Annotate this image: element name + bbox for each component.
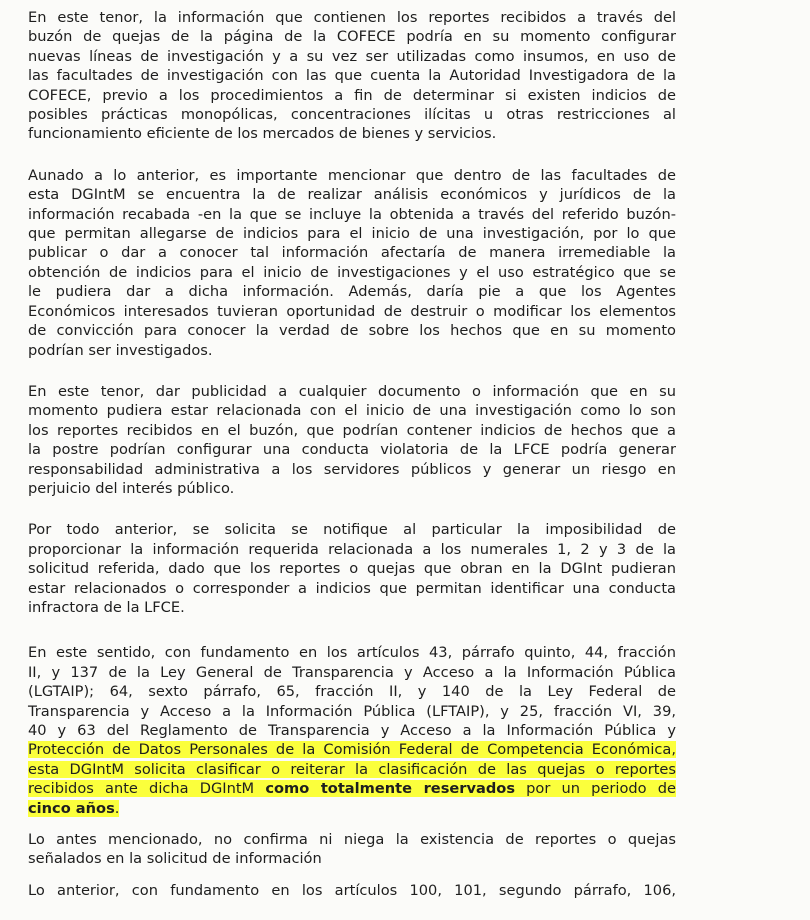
text-line: (LGTAIP); 64, sexto párrafo, 65, fracción II, y 140 de la Ley Federal de bbox=[28, 683, 676, 701]
highlighted-line bbox=[28, 760, 676, 779]
highlight-text bbox=[28, 780, 676, 797]
text-line: nuevas líneas de investigación y a su vez ser utilizadas como insumos, en uso de bbox=[28, 47, 676, 65]
paragraph-4 bbox=[28, 520, 676, 617]
text-line: perjuicio del interés público. bbox=[28, 479, 235, 497]
text-line: En este tenor, dar publicidad a cualquier documento o información que en su bbox=[28, 382, 676, 400]
text-line: Aunado a lo anterior, es importante mencionar que dentro de las facultades de bbox=[28, 166, 676, 184]
text-line: Económicos interesados tuvieran oportunidad de destruir o modificar los elementos bbox=[28, 302, 676, 320]
text-line: 40 y 63 del Reglamento de Transparencia y Acceso a la Información Pública y bbox=[28, 722, 676, 739]
text-line: responsabilidad administrativa a los servidores públicos y generar un riesgo en bbox=[28, 460, 676, 478]
text-line: los reportes recibidos en el buzón, que podrían contener indicios de hechos que a bbox=[28, 421, 676, 439]
paragraph-3 bbox=[28, 382, 676, 498]
highlight-part: recibidos ante dicha DGIntM bbox=[28, 780, 266, 798]
text-line: Transparencia y Acceso a la Información Pública (LFTAIP), y 25, fracción VI, 39, bbox=[28, 702, 676, 720]
text-line: Lo anterior, con fundamento en los artículos 100, 101, segundo párrafo, 106, bbox=[28, 881, 676, 899]
text-line: funcionamiento eficiente de los mercados de bienes y servicios. bbox=[28, 125, 497, 143]
text-line: proporcionar la información requerida relacionada a los numerales 1, 2 y 3 de la bbox=[28, 540, 676, 558]
highlighted-line bbox=[28, 740, 676, 759]
text-line: señalados en la solicitud de información bbox=[28, 850, 322, 868]
text-line: infractora de la LFCE. bbox=[28, 598, 185, 616]
document-page bbox=[28, 8, 676, 920]
paragraph-5 bbox=[28, 643, 676, 818]
text-line: obtención de indicios para el inicio de investigaciones y el uso estratégico que se bbox=[28, 263, 676, 281]
highlight-part: . bbox=[114, 799, 120, 817]
text-line: esta DGIntM se encuentra la de realizar análisis económicos y jurídicos de la bbox=[28, 186, 676, 204]
highlight-text: Protección de Datos Personales de la Comisión Federal de Competencia Económica, bbox=[28, 741, 676, 759]
bold-reserved-text: como totalmente reservados bbox=[265, 780, 516, 798]
text-line: En este sentido, con fundamento en los artículos 43, párrafo quinto, 44, fracción bbox=[28, 644, 676, 662]
text-line: publicar o dar a conocer tal información afectaría de manera irremediable la bbox=[28, 244, 676, 262]
text-line: estar relacionados o corresponder a indicios que permitan identificar una conducta bbox=[28, 579, 676, 597]
text-line: le pudiera dar a dicha información. Además, daría pie a que los Agentes bbox=[28, 283, 676, 301]
paragraph-1 bbox=[28, 8, 676, 144]
bold-period-text: cinco años bbox=[28, 799, 115, 817]
text-line: buzón de quejas de la página de la COFECE podría en su momento configurar bbox=[28, 28, 676, 46]
text-line: II, y 137 de la Ley General de Transparencia y Acceso a la Información Pública bbox=[28, 663, 676, 681]
text-line: las facultades de investigación con las que cuenta la Autoridad Investigadora de la bbox=[28, 67, 676, 85]
paragraph-7 bbox=[28, 881, 676, 900]
text-line: de convicción para conocer la verdad de sobre los hechos que en su momento bbox=[28, 322, 676, 340]
text-line: Lo antes mencionado, no confirma ni niega la existencia de reportes o quejas bbox=[28, 831, 676, 849]
highlight-text: esta DGIntM solicita clasificar o reiterar la clasificación de las quejas o reportes bbox=[28, 760, 676, 778]
text-line: solicitud referida, dado que los reportes o quejas que obran en la DGInt pudieran bbox=[28, 560, 676, 578]
paragraph-2 bbox=[28, 166, 676, 360]
highlight-part: por un periodo de bbox=[515, 780, 676, 798]
text-line: que permitan allegarse de indicios para el inicio de una investigación, por lo que bbox=[28, 225, 676, 243]
text-line: la postre podrían configurar una conducta violatoria de la LFCE podría generar bbox=[28, 441, 676, 459]
highlighted-line bbox=[28, 779, 676, 798]
text-line: información recabada -en la que se incluye la obtenida a través del referido buzón- bbox=[28, 205, 676, 223]
text-line: En este tenor, la información que contienen los reportes recibidos a través del bbox=[28, 9, 676, 26]
text-line: momento pudiera estar relacionada con el inicio de una investigación como lo son bbox=[28, 402, 676, 420]
text-line: podrían ser investigados. bbox=[28, 341, 213, 359]
text-line: posibles prácticas monopólicas, concentraciones ilícitas u otras restricciones al bbox=[28, 106, 676, 124]
text-line: Por todo anterior, se solicita se notifique al particular la imposibilidad de bbox=[28, 521, 676, 539]
highlight-text bbox=[28, 800, 119, 817]
text-line: COFECE, previo a los procedimientos a fin de determinar si existen indicios de bbox=[28, 86, 676, 104]
paragraph-6 bbox=[28, 830, 676, 869]
highlighted-line bbox=[28, 799, 676, 818]
